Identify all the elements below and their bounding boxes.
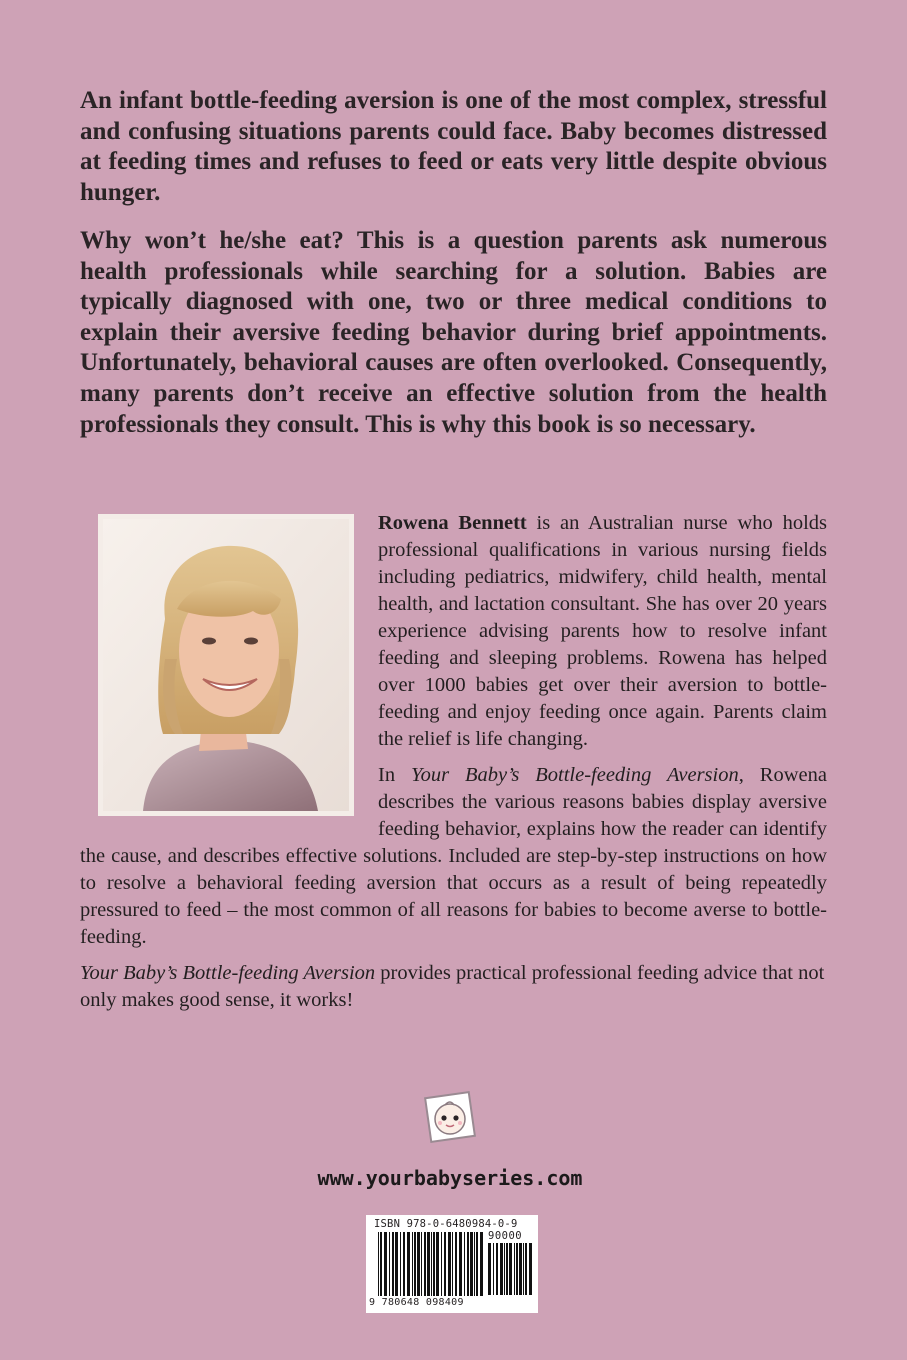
- author-bio-text: is an Australian nurse who holds professional qualifications in various nursing fields including pediatrics, midwifery, child health, mental health, and lactation consultant. She has over 20 years experience advising parents how to resolve infant feeding and sleeping problems. Rowena has helped over 1000 babies get over their aversion to bottle-feeding and enjoy feeding once again. Parents claim the relief is life changing.: [378, 512, 828, 750]
- barcode-bar: [525, 1243, 527, 1295]
- barcode-bar: [519, 1243, 522, 1295]
- barcode-bar: [395, 1232, 398, 1296]
- author-name: Rowena Bennett: [378, 512, 527, 534]
- barcode-bar: [476, 1232, 478, 1296]
- book-closing-text: provides practical professional feeding advice that not only makes good sense, it works!: [80, 962, 825, 1011]
- barcode-bar: [516, 1243, 518, 1295]
- author-photo: [98, 514, 354, 816]
- barcode-bar: [470, 1232, 473, 1296]
- barcode-bar: [378, 1232, 379, 1296]
- book-title-closing: Your Baby’s Bottle-feeding Aversion: [80, 962, 376, 984]
- author-portrait-icon: [103, 519, 349, 811]
- barcode-bar: [504, 1243, 505, 1295]
- barcode-bar: [500, 1243, 503, 1295]
- barcode-bar: [493, 1243, 494, 1295]
- barcode-bar: [417, 1232, 420, 1296]
- book-closing: [80, 960, 827, 1014]
- barcode-bar: [400, 1232, 401, 1296]
- barcode-bar: [407, 1232, 410, 1296]
- barcode-bar: [384, 1232, 387, 1296]
- barcode-bar: [448, 1232, 451, 1296]
- barcode-bar: [441, 1232, 442, 1296]
- book-title: Your Baby’s Bottle-feeding Aversion: [411, 764, 739, 786]
- barcode-bar: [514, 1243, 515, 1295]
- isbn-text: ISBN 978-0-6480984-0-9: [374, 1218, 518, 1230]
- barcode-bar: [421, 1232, 422, 1296]
- barcode-bar: [431, 1232, 432, 1296]
- barcode-bar: [488, 1243, 491, 1295]
- barcode-bar: [474, 1232, 475, 1296]
- barcode-bar: [380, 1232, 382, 1296]
- isbn-barcode: [366, 1215, 538, 1313]
- barcode-bar: [424, 1232, 426, 1296]
- book-intro-prefix: In: [378, 764, 412, 786]
- barcode-bar: [496, 1243, 498, 1295]
- barcode-bar: [506, 1243, 508, 1295]
- blurb-paragraph-1: An infant bottle-feeding aversion is one of the most complex, stressful and confusing situations parents could face. Baby becomes distressed at feeding times and refuses to feed or eats very little despite obvious hunger.: [80, 87, 827, 206]
- barcode-bar: [414, 1232, 416, 1296]
- author-section: [80, 510, 827, 1023]
- barcode-bar: [427, 1232, 430, 1296]
- barcode-bar: [467, 1232, 469, 1296]
- book-intro-text: , Rowena describes the various reasons babies display aversive feeding behavior, explains how the reader can identify the cause, and describes effective solutions. Included are step-by-step instructions on how to resolve a behavioral feeding aversion that occurs as a result of being repeatedly pressured to feed – the most common of all reasons for babies to become averse to bottle-feeding.: [80, 764, 827, 948]
- barcode-bar: [452, 1232, 453, 1296]
- baby-face-logo-icon: [418, 1085, 482, 1149]
- barcode-bar: [403, 1232, 405, 1296]
- barcode-bar: [523, 1243, 524, 1295]
- barcode-bars: [378, 1232, 484, 1296]
- barcode-bar: [509, 1243, 512, 1295]
- barcode-addon-bars: [488, 1243, 532, 1295]
- barcode-bar: [480, 1232, 483, 1296]
- barcode-bar: [389, 1232, 390, 1296]
- barcode-bar: [444, 1232, 446, 1296]
- barcode-bar: [459, 1232, 462, 1296]
- barcode-bar: [455, 1232, 457, 1296]
- barcode-bar: [433, 1232, 435, 1296]
- price-code: 90000: [488, 1230, 523, 1242]
- barcode-bar: [529, 1243, 532, 1295]
- barcode-bar: [412, 1232, 413, 1296]
- ean-digits: 9 780648 098409: [369, 1297, 464, 1308]
- barcode-bar: [392, 1232, 394, 1296]
- website-url: www.yourbabyseries.com: [317, 1166, 583, 1190]
- barcode-bar: [436, 1232, 439, 1296]
- blurb-paragraph-2: Why won’t he/she eat? This is a question parents ask numerous health professionals while searching for a solution. Babies are typically diagnosed with one, two or three medical conditions to explain their aversive feeding behavior during brief appointments. Unfortunately, behavioral causes are often overlooked. Consequently, many parents don’t receive an effective solution from the health professionals they consult. This is why this book is so necessary.: [80, 227, 827, 438]
- barcode-bar: [464, 1232, 465, 1296]
